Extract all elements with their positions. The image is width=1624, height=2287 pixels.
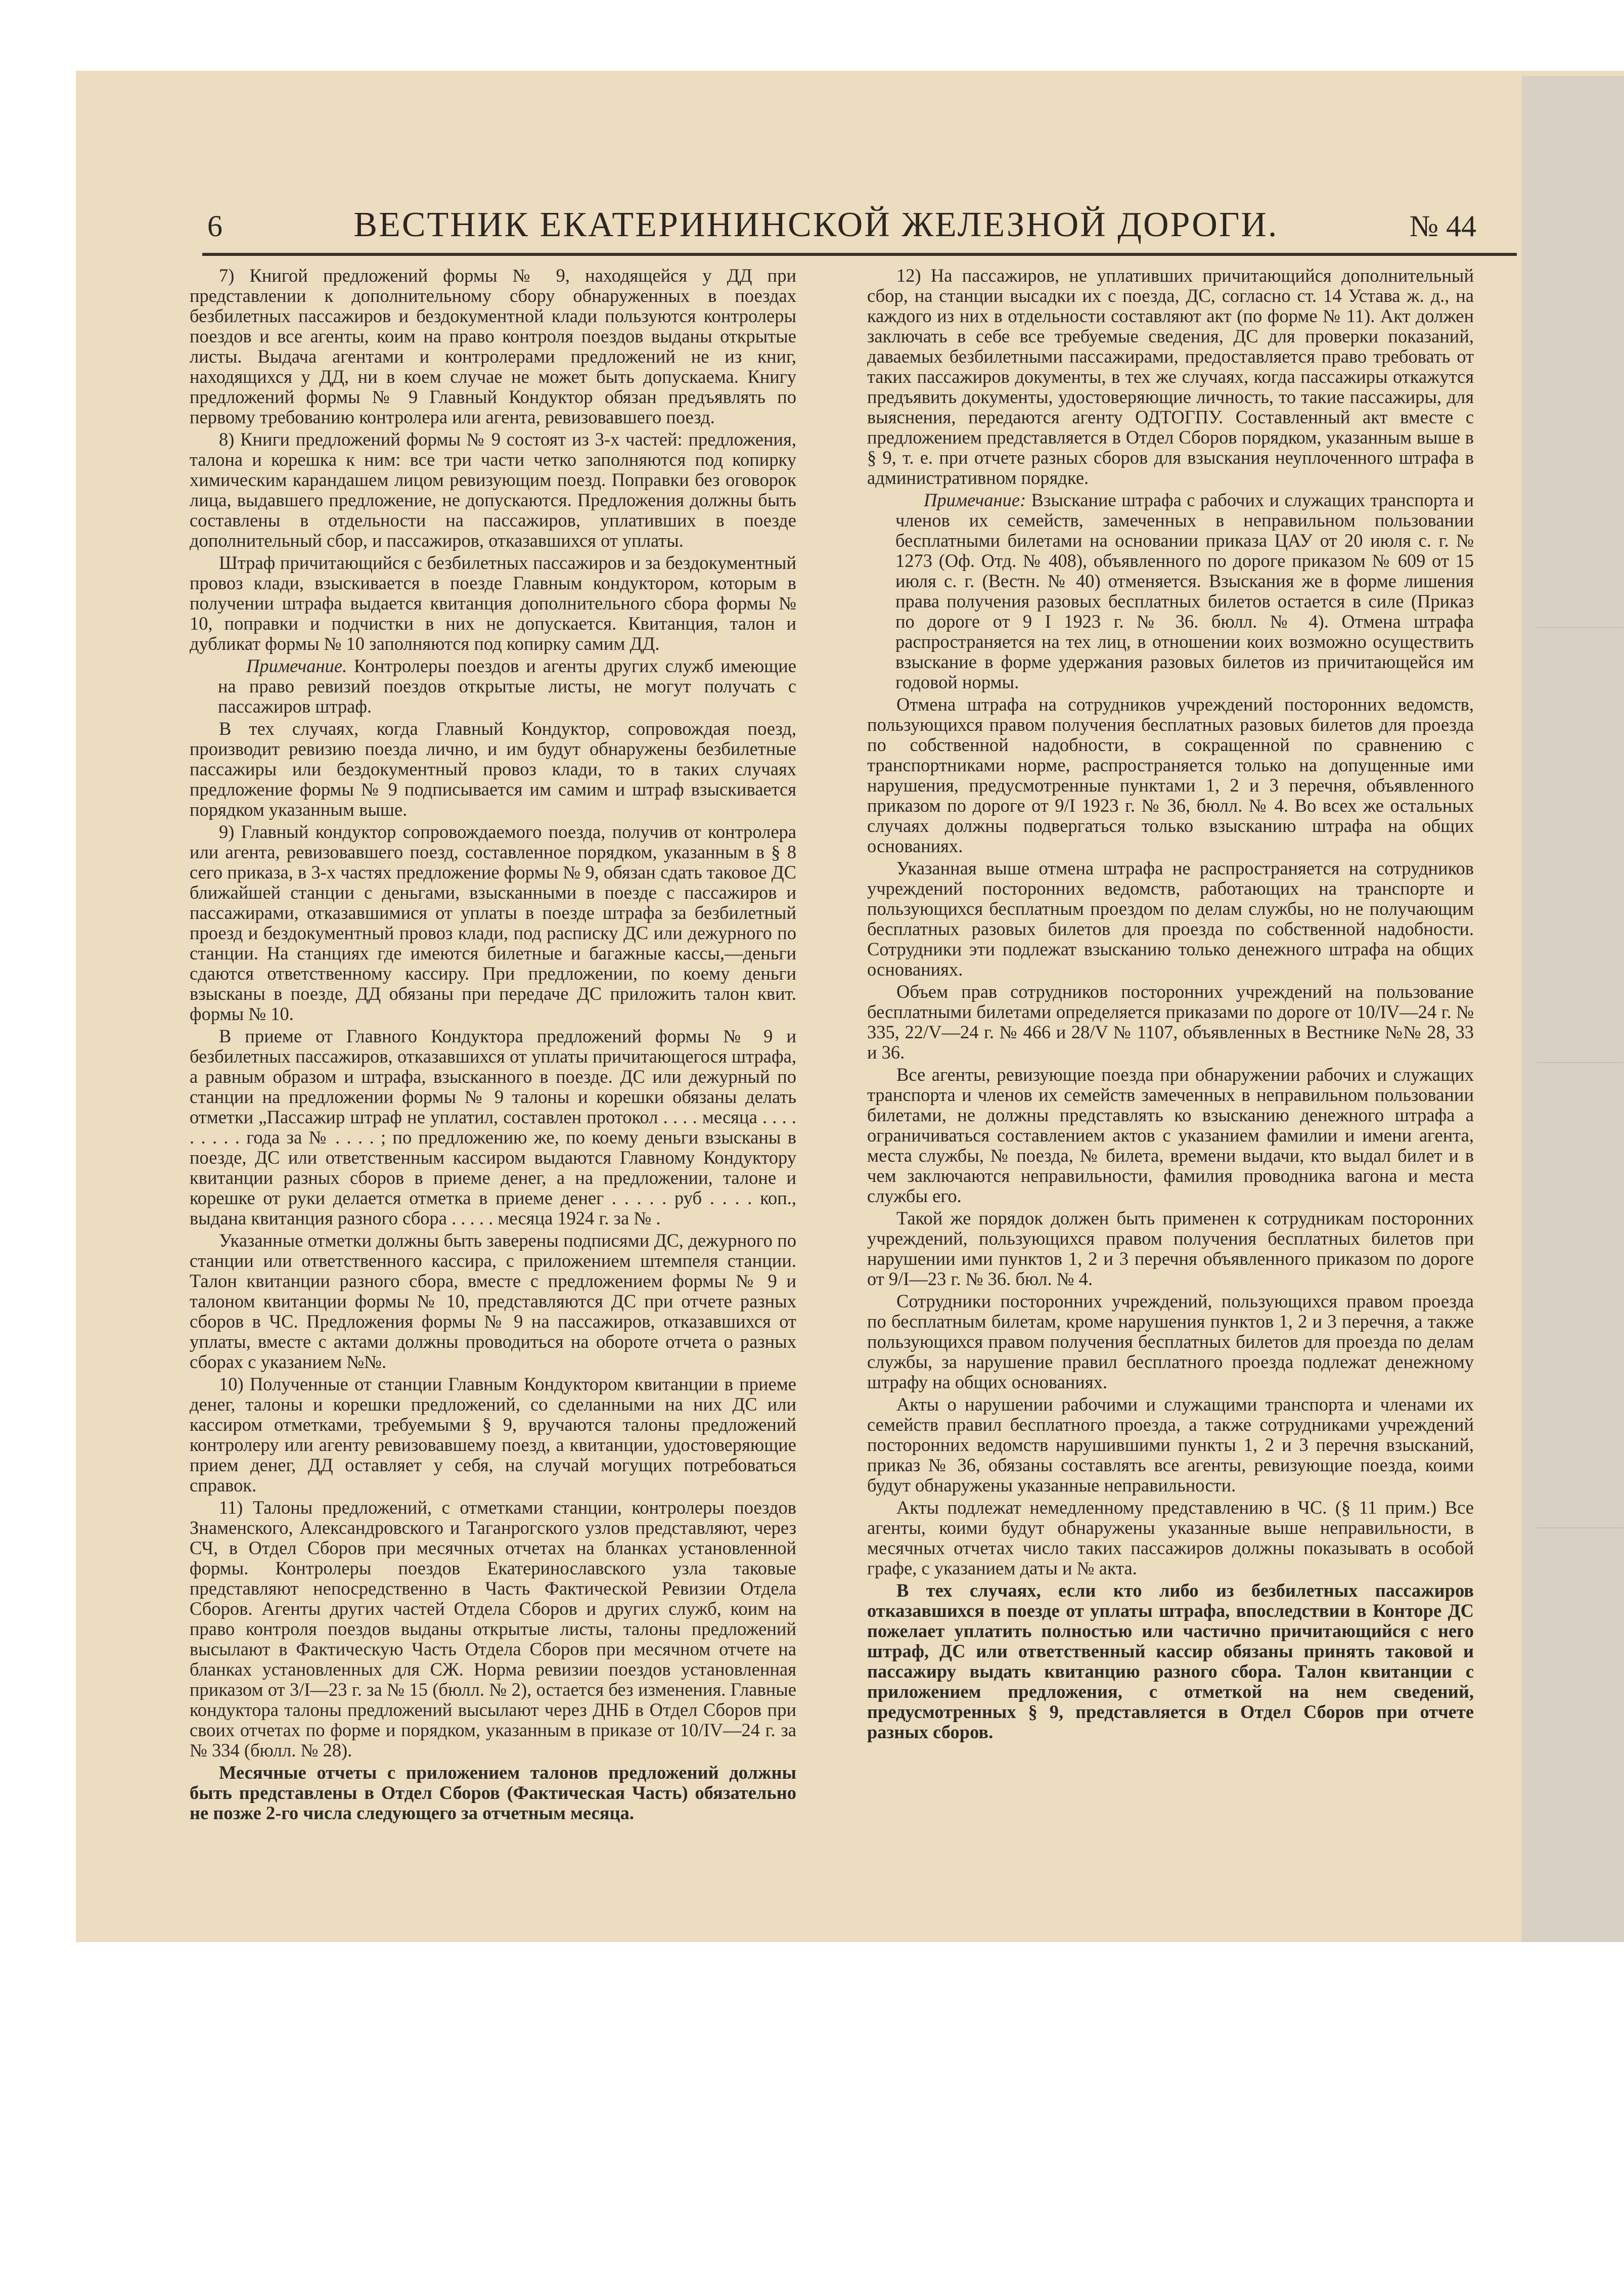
paragraph-text: 12) На пассажиров, не уплативших причитающийся дополнительный сбор, на станции высадки их с поезда, ДС, согласно ст. 14 Устава ж. д., на каждого из них в отдельности составляют акт (по форме № 11). Акт должен заключать в себе все требуемые сведения, ДС для проверки показаний, даваемых безбилетными пассажирами, предоставляется право требовать от таких пассажиров документы, в тех же случаях, когда пассажиры откажутся предъявить документы, удостоверяющие личность, то такие пассажиры, для выяснения, передаются агенту ОДТОГПУ. Составленный акт вместе с предложением представляется в Отдел Сборов порядком, указанным выше в § 9, т. е. при отчете разных сборов для взыскания неуплоченного штрафа в административном порядке. xyxy=(867,266,1474,488)
paragraph xyxy=(190,429,796,551)
paragraph xyxy=(190,1230,796,1372)
note-label: Примечание: xyxy=(924,490,1026,510)
paragraph-text: В приеме от Главного Кондуктора предложений формы № 9 и безбилетных пассажиров, отказавшихся от уплаты причитающегося штрафа, а равным образом и штрафа, взысканного в поезде. ДС или дежурный по станции на предложении формы № 9 талоны и корешки обязаны делать отметки „Пассажир штраф не уплатил, составлен протокол . . . . месяца . . . . . . . . . года за № . . . . ; по предложению же, по коему деньги взысканы в поезде, ДС или ответственным кассиром выдаются Главному Кондуктору квитанции разных сборов в приеме денег, а на предложении, талоне и корешке от руки делается отметка в приеме денег . . . . . руб . . . . коп., выдана квитанция разного сбора . . . . . месяца 1924 г. за № . xyxy=(190,1026,796,1228)
paragraph-text: Все агенты, ревизующие поезда при обнаружении рабочих и служащих транспорта и членов их семейств замеченных в неправильном пользовании билетами, не должны представлять ко взысканию денежного штрафа а ограничиваться составлением актов с указанием фамилии и имени агента, места службы, № поезда, № билета, времени выдачи, кто выдал билет и в чем заключаются неправильности, фамилия проводника вагона и места службы его. xyxy=(867,1064,1474,1206)
adjacent-page-line xyxy=(1537,627,1623,628)
paragraph-text: 7) Книгой предложений формы № 9, находящейся у ДД при представлении к дополнительному сбору обнаруженных в поездах безбилетных пассажиров и бездокументной клади пользуются контролеры поездов и все агенты, коим на право контроля поездов выданы открытые листы. Выдача агентами и контролерами предложений не из книг, находящихся у ДД, ни в коем случае не может быть допускаема. Книгу предложений формы № 9 Главный Кондуктор обязан предъявлять по первому требованию контролера или агента, ревизовавшего поезд. xyxy=(190,266,796,427)
paragraph-text: Указанные отметки должны быть заверены подписями ДС, дежурного по станции или ответственного кассира, с приложением штемпеля станции. Талон квитанции разного сбора, вместе с предложением формы № 9 и талоном квитанции формы № 10, представляются ДС при отчете разных сборов в ЧС. Предложения формы № 9 на пассажиров, отказавшихся от уплаты, вместе с актами должны проводиться на обороте отчета о разных сборах с указанием №№. xyxy=(190,1230,796,1372)
paragraph xyxy=(867,1208,1474,1289)
adjacent-page-line xyxy=(1537,1527,1623,1528)
page-header xyxy=(207,205,1476,260)
paragraph-text: Акты подлежат немедленному представлению в ЧС. (§ 11 прим.) Все агенты, коими будут обнаружены указанные выше неправильности, в месячных отчетах число таких пассажиров должны показывать в особой графе, с указанием даты и № акта. xyxy=(867,1497,1474,1578)
paragraph xyxy=(190,656,796,717)
header-rule xyxy=(202,253,1517,256)
paragraph-text: Сотрудники посторонних учреждений, пользующихся правом проезда по бесплатным билетам, кроме нарушения пунктов 1, 2 и 3 перечня, а также пользующихся правом получения бесплатных билетов для проезда по делам службы, за нарушение правил бесплатного проезда подлежат денежному штрафу на общих основаниях. xyxy=(867,1291,1474,1392)
paragraph xyxy=(190,553,796,654)
adjacent-page-edge xyxy=(1522,76,1624,1942)
paragraph xyxy=(190,822,796,1024)
paragraph-text: Указанная выше отмена штрафа не распространяется на сотрудников учреждений посторонних ведомств, работающих на транспорте и пользующихся бесплатным проездом по делам службы, но не получающим бесплатных разовых билетов для проезда по собственной надобности. Сотрудники эти подлежат взысканию только денежного штрафа на общих основаниях. xyxy=(867,858,1474,980)
paragraph-text: В тех случаях, когда Главный Кондуктор, сопровождая поезд, производит ревизию поезда лично, и им будут обнаружены безбилетные пассажиры или бездокументный провоз клади, то в таких случаях предложение формы № 9 подписывается им самим и штраф взыскивается порядком указанным выше. xyxy=(190,718,796,820)
right-column xyxy=(867,266,1474,1894)
paragraph xyxy=(867,266,1474,488)
adjacent-page-line xyxy=(1537,1062,1623,1063)
paragraph-text: 9) Главный кондуктор сопровождаемого поезда, получив от контролера или агента, ревизовавшего поезд, составленное порядком, указанным в § 8 сего приказа, в 3-х частях предложение формы № 9, обязан сдать таковое ДС ближайшей станции с деньгами, взысканными в поезде с пассажиров и пассажирами, отказавшимися от уплаты в поезде штрафа за безбилетный проезд и бездокументный провоз клади, под расписку ДС или дежурного по станции. На станциях где имеются билетные и багажные кассы,—деньги сдаются ответственному кассиру. При предложении, по коему деньги взысканы в поезде, ДД обязаны при передаче ДС приложить талон квит. формы № 10. xyxy=(190,821,796,1024)
paragraph-text: Штраф причитающийся с безбилетных пассажиров и за бездокументный провоз клади, взыскивается в поезде Главным кондуктором, которым в получении штрафа выдается квитанция дополнительного сбора формы № 10, поправки и подчистки в них не допускается. Квитанция, талон и дубликат формы № 10 заполняются под копирку самим ДД. xyxy=(190,552,796,654)
paragraph xyxy=(867,1291,1474,1392)
note-label: Примечание. xyxy=(246,655,347,676)
paragraph-text: Взыскание штрафа с рабочих и служащих транспорта и членов их семейств, замеченных в неправильном пользовании бесплатными билетами на основании приказа ЦАУ от 20 июля с. г. № 1273 (Оф. Отд. № 408), объявленного по дороге приказом № 609 от 15 июля с. г. (Вестн. № 40) отменяется. Взыскания же в форме лишения права получения разовых бесплатных билетов остается в силе (Приказ по дороге от 9 I 1923 г. № 36. бюлл. № 4). Отмена штрафа распространяется на тех лиц, в отношении коих возможно осуществить взыскание в форме удержания разовых билетов из причитающейся им годовой нормы. xyxy=(895,490,1474,692)
paragraph xyxy=(190,266,796,427)
paragraph xyxy=(867,694,1474,856)
page-number: 6 xyxy=(207,209,222,243)
paragraph-text: Отмена штрафа на сотрудников учреждений посторонних ведомств, пользующихся правом получения бесплатных разовых билетов для проезда по собственной надобности, в сокращенной по сравнению с транспортниками норме, распространяется только на допущенные ими нарушения, предусмотренные пунктами 1, 2 и 3 перечня, объявленного приказом по дороге от 9/I 1923 г. № 36, бюлл. № 4. Во всех же остальных случаях должны подвергаться только взысканию штрафа на общих основаниях. xyxy=(867,694,1474,856)
paragraph xyxy=(867,982,1474,1063)
newspaper-title: ВЕСТНИК ЕКАТЕРИНИНСКОЙ ЖЕЛЕЗНОЙ ДОРОГИ. xyxy=(353,205,1279,244)
paragraph xyxy=(867,1498,1474,1578)
paragraph-text: Объем прав сотрудников посторонних учреждений на пользование бесплатными билетами определяется приказами по дороге от 10/IV—24 г. № 335, 22/V—24 г. № 466 и 28/V № 1107, объявленных в Вестнике №№ 28, 33 и 36. xyxy=(867,981,1474,1063)
paragraph-text: Такой же порядок должен быть применен к сотрудникам посторонних учреждений, пользующихся правом получения бесплатных билетов при нарушении ими пунктов 1, 2 и 3 перечня объявленного приказом по дороге от 9/I—23 г. № 36. бюл. № 4. xyxy=(867,1208,1474,1289)
paragraph-text: Акты о нарушении рабочими и служащими транспорта и членами их семейств правил бесплатного проезда, а также сотрудниками учреждений посторонних ведомств нарушившими пункты 1, 2 и 3 перечня взысканий, приказ № 36, обязаны составлять все агенты, ревизующие поезда, коими будут обнаружены указанные неправильности. xyxy=(867,1394,1474,1496)
paragraph-text: Контролеры поездов и агенты других служб имеющие на право ревизий поездов открытые листы, не могут получать с пассажиров штраф. xyxy=(218,655,796,717)
paragraph-text: 11) Талоны предложений, с отметками станции, контролеры поездов Знаменского, Александровского и Таганрогского узлов представляют, через СЧ, в Отдел Сборов при месячных отчетах на бланках установленной формы. Контролеры поездов Екатеринославского узла таковые представляют непосредственно в Часть Фактической Ревизии Отдела Сборов. Агенты других частей Отдела Сборов и других служб, коим на право контроля поездов выданы открытые листы, талоны предложений высылают в Фактическую Часть Отдела Сборов при месячном отчете на бланках установленных для СЖ. Норма ревизии поездов установленная приказом от 3/I—23 г. за № 15 (бюлл. № 2), остается без изменения. Главные кондуктора талоны предложений высылают через ДНБ в Отдел Сборов при своих отчетах по форме и порядком, указанным в приказе от 10/IV—24 г. за № 334 (бюлл. № 28). xyxy=(190,1497,796,1761)
paragraph-text: Месячные отчеты с приложением талонов предложений должны быть представлены в Отдел Сборов (Фактическая Часть) обязательно не позже 2-го числа следующего за отчетным месяца. xyxy=(190,1762,796,1823)
paragraph xyxy=(190,1374,796,1496)
paragraph-text: 8) Книги предложений формы № 9 состоят из 3-х частей: предложения, талона и корешка к ним: все три части четко заполняются под копирку химическим карандашем лицом ревизующим поезд. Поправки без оговорок лица, выдавшего предложение, не допускаются. Предложения должны быть составлены в отдельности на пассажиров, уплативших в поезде дополнительный сбор, и пассажиров, отказавшихся от уплаты. xyxy=(190,429,796,551)
paragraph xyxy=(190,1498,796,1761)
paragraph-text: 10) Полученные от станции Главным Кондуктором квитанции в приеме денег, талоны и корешки предложений, со сделанными на них ДС или кассиром отметками, требуемыми § 9, вручаются талоны предложений контролеру или агенту ревизовавшему поезд, а квитанции, удостоверяющие прием денег, ДД оставляет у себя, на случай могущих потребоваться справок. xyxy=(190,1374,796,1496)
paragraph xyxy=(867,1065,1474,1206)
paragraph-text: В тех случаях, если кто либо из безбилетных пассажиров отказавшихся в поезде от уплаты штрафа, впоследствии в Конторе ДС пожелает уплатить полностью или частично причитающийся с него штраф, ДС или ответственный кассир обязаны принять таковой и пассажиру выдать квитанцию разного сбора. Талон квитанции с приложением предложения, с отметкой на нем сведений, предусмотренных § 9, представляется в Отдел Сборов при отчете разных сборов. xyxy=(867,1580,1474,1742)
issue-number: № 44 xyxy=(1409,209,1476,243)
paragraph xyxy=(867,1580,1474,1742)
paragraph xyxy=(867,490,1474,692)
paragraph xyxy=(190,1763,796,1823)
paragraph xyxy=(867,858,1474,980)
paragraph xyxy=(190,719,796,820)
left-column xyxy=(190,266,796,1894)
paragraph xyxy=(190,1026,796,1228)
paragraph xyxy=(867,1394,1474,1496)
